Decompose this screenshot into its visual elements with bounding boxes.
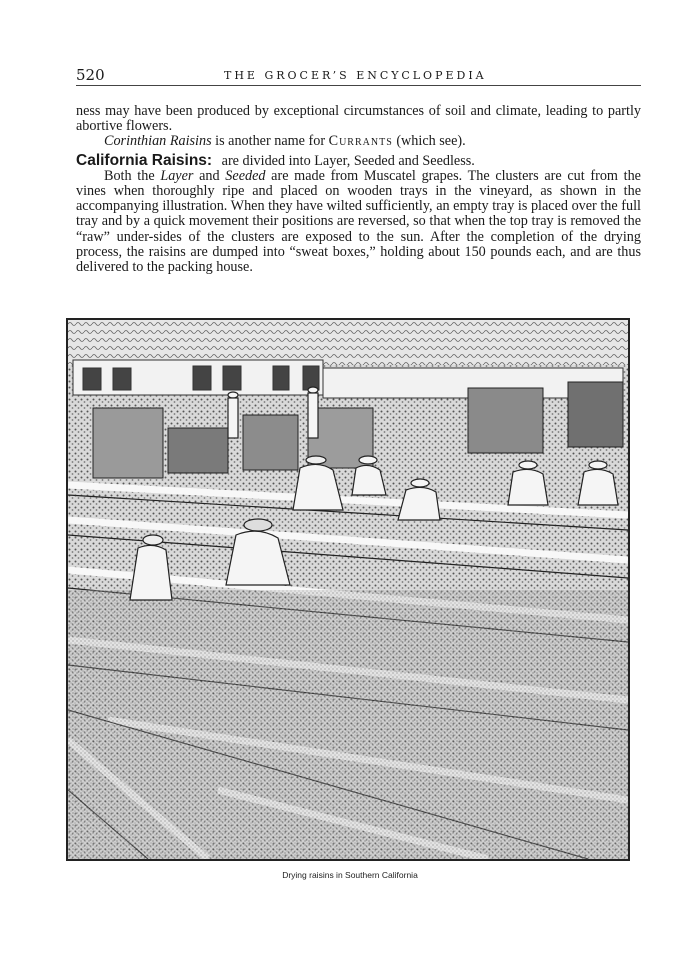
layer-term: Layer — [160, 167, 194, 184]
header-rule — [76, 85, 641, 86]
drying-description: are made from Muscatel grapes. The clusters are cut from the vines when thoroughly ripe and placed on wooden trays in the vineyard, as shown in the accompanying illustration. When they have wilted sufficiently, an empty tray is placed over the full tray and by a quick movement their positions are reversed, so that when the top tray is removed the “raw” under-sides of the clusters are exposed to the sun. After the completion of the drying process, the raisins are dumped into “sweat boxes,” holding about 150 pounds each, and are thus delivered to the packing house. — [76, 167, 641, 276]
raisin-trays-foreground — [68, 590, 628, 859]
page-header — [76, 66, 641, 90]
page-number: 520 — [76, 66, 105, 84]
paragraph-corinthian — [76, 134, 641, 149]
photo-caption: Drying raisins in Southern California — [282, 870, 418, 880]
paragraph-california — [76, 153, 641, 169]
body-text — [76, 104, 641, 275]
both-lead: Both the — [104, 167, 161, 184]
running-head: THE GROCER’S ENCYCLOPEDIA — [224, 69, 487, 82]
currants-reference: Currants — [328, 133, 393, 150]
corinthian-text: is another name for — [211, 133, 329, 150]
california-raisins-heading: California Raisins: — [76, 151, 213, 169]
tree-line — [68, 320, 628, 365]
paragraph-layer-seeded — [76, 169, 641, 275]
and-text: and — [193, 167, 226, 184]
paragraph-continuation: ness may have been produced by exceptional circumstances of soil and climate, leading to partly abortive flowers. — [76, 103, 641, 135]
seeded-term: Seeded — [225, 167, 266, 184]
corinthian-text-end: (which see). — [392, 133, 466, 150]
corinthian-term: Corinthian Raisins — [104, 133, 212, 150]
photo-illustration — [68, 320, 628, 859]
california-intro: are divided into Layer, Seeded and Seedless. — [221, 152, 475, 169]
raisin-drying-photo — [66, 318, 630, 861]
